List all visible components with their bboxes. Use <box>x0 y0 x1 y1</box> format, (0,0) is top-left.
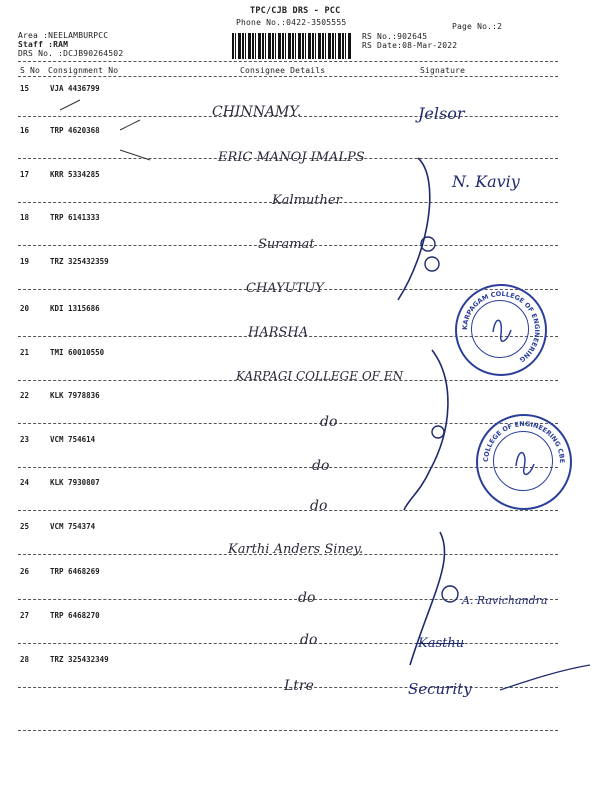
col-consignee: Consignee Details <box>240 66 326 75</box>
handwritten-consignee: do <box>312 458 330 474</box>
signature-5: Security <box>408 680 472 698</box>
col-sno: S No <box>20 66 41 75</box>
handwritten-consignee: ERIC MANOJ IMALPS <box>218 150 365 165</box>
staff-label: Staff :RAM <box>18 40 69 49</box>
rs-number: RS No.:902645 <box>362 32 428 41</box>
signature-2: N. Kaviy <box>452 172 520 191</box>
rs-date: RS Date:08-Mar-2022 <box>362 41 458 50</box>
drs-number: DRS No. :DCJB90264502 <box>18 49 124 58</box>
handwritten-consignee: CHAYUTUY <box>246 281 324 296</box>
doc-title: TPC/CJB DRS - PCC <box>250 6 341 16</box>
handwritten-consignee: Suramat <box>258 237 315 252</box>
handwritten-consignee: Karthi Anders Siney. <box>228 542 364 557</box>
area-label: Area :NEELAMBURPCC <box>18 31 109 40</box>
handwritten-consignee: do <box>298 590 316 606</box>
handwritten-consignee: Kalmuther <box>272 193 342 208</box>
handwritten-consignee: Ltre <box>284 678 314 694</box>
signature-3: A. Ravichandra <box>462 594 548 607</box>
page-number: Page No.:2 <box>452 22 503 31</box>
handwritten-consignee: KARPAGI COLLEGE OF EN <box>236 369 404 383</box>
signature-4: Kasthu <box>418 636 465 651</box>
college-stamp-1 <box>455 284 547 376</box>
handwritten-consignee: HARSHA <box>248 325 309 340</box>
col-consignment: Consignment No <box>48 66 119 75</box>
svg-text:KARPAGAM COLLEGE OF ENGINEERIN: KARPAGAM COLLEGE OF ENGINEERING <box>460 289 542 364</box>
handwritten-consignee: do <box>320 414 338 430</box>
handwritten-consignee: do <box>310 498 328 514</box>
handwritten-consignee: do <box>300 632 318 648</box>
col-signature: Signature <box>420 66 466 75</box>
svg-text:COLLEGE OF ENGINEERING CBE: COLLEGE OF ENGINEERING CBE <box>481 419 567 464</box>
college-stamp-2 <box>476 414 572 510</box>
phone-number: Phone No.:0422-3505555 <box>236 18 347 27</box>
handwritten-consignee: CHINNAMY. <box>212 104 302 120</box>
signature-1: Jelsor <box>418 104 465 123</box>
